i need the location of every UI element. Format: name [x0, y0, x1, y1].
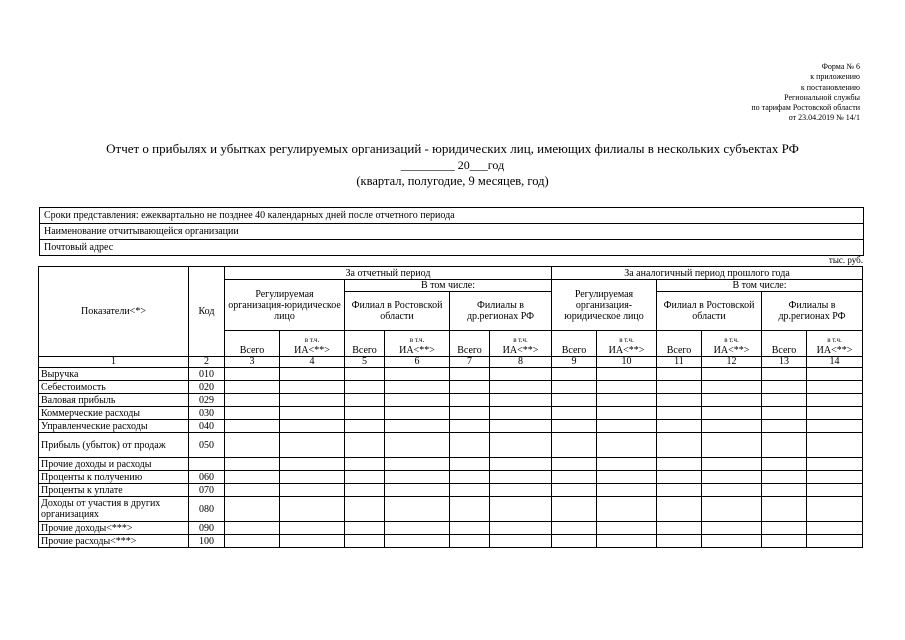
code-header: Код: [189, 267, 225, 357]
value-cell[interactable]: [702, 535, 762, 548]
value-cell[interactable]: [552, 471, 597, 484]
value-cell[interactable]: [345, 394, 385, 407]
value-cell[interactable]: [807, 407, 863, 420]
column-number-cell: 4: [280, 357, 345, 368]
row-label: Управленческие расходы: [39, 420, 189, 433]
form-header-line: к приложению: [810, 72, 860, 82]
value-cell[interactable]: [762, 433, 807, 458]
incl-ia-header: [385, 331, 450, 357]
form-header-line: по тарифам Ростовской области: [751, 103, 860, 113]
table-row: [39, 497, 863, 522]
value-cell[interactable]: [552, 535, 597, 548]
value-cell[interactable]: [280, 394, 345, 407]
value-cell[interactable]: [702, 433, 762, 458]
value-cell[interactable]: [552, 381, 597, 394]
incl-ia-small: в т.ч.: [827, 336, 842, 344]
value-cell[interactable]: [597, 394, 657, 407]
value-cell[interactable]: [280, 522, 345, 535]
value-cell[interactable]: [657, 420, 702, 433]
value-cell[interactable]: [280, 458, 345, 471]
value-cell[interactable]: [345, 497, 385, 522]
value-cell[interactable]: [490, 368, 552, 381]
value-cell[interactable]: [807, 471, 863, 484]
including-header: В том числе:: [345, 280, 552, 292]
incl-ia-label: ИА<**>: [294, 345, 330, 356]
incl-ia-header: [490, 331, 552, 357]
value-cell[interactable]: [807, 458, 863, 471]
value-cell[interactable]: [385, 458, 450, 471]
value-cell[interactable]: [552, 497, 597, 522]
row-label: Проценты к уплате: [39, 484, 189, 497]
table-row: [39, 433, 863, 458]
total-header: Всего: [552, 331, 597, 357]
value-cell[interactable]: [280, 535, 345, 548]
row-code: 060: [189, 471, 225, 484]
table-row: [39, 368, 863, 381]
value-cell[interactable]: [597, 458, 657, 471]
value-cell[interactable]: [450, 535, 490, 548]
postal-address-field[interactable]: Почтовый адрес: [44, 242, 114, 253]
value-cell[interactable]: [807, 368, 863, 381]
value-cell[interactable]: [762, 535, 807, 548]
table-body: [39, 368, 863, 548]
units-label: тыс. руб.: [828, 255, 863, 265]
value-cell[interactable]: [450, 522, 490, 535]
table-row: [39, 522, 863, 535]
year-line: _________ 20___год: [400, 158, 505, 172]
value-cell[interactable]: [450, 394, 490, 407]
row-code: 100: [189, 535, 225, 548]
value-cell[interactable]: [280, 420, 345, 433]
row-code: 070: [189, 484, 225, 497]
value-cell[interactable]: [702, 368, 762, 381]
form-header-line: Форма № 6: [821, 62, 860, 71]
value-cell[interactable]: [345, 381, 385, 394]
value-cell[interactable]: [345, 522, 385, 535]
value-cell[interactable]: [490, 394, 552, 407]
deadline-field: Сроки представления: ежеквартально не позднее 40 календарных дней после отчетного периода: [40, 208, 863, 224]
value-cell[interactable]: [762, 471, 807, 484]
column-number-cell: 3: [225, 357, 280, 368]
total-header: Всего: [345, 331, 385, 357]
value-cell[interactable]: [552, 407, 597, 420]
table-row: [39, 420, 863, 433]
value-cell[interactable]: [225, 522, 280, 535]
value-cell[interactable]: [450, 381, 490, 394]
value-cell[interactable]: [345, 420, 385, 433]
value-cell[interactable]: [490, 497, 552, 522]
value-cell[interactable]: [657, 407, 702, 420]
value-cell[interactable]: [762, 484, 807, 497]
value-cell[interactable]: [385, 420, 450, 433]
branch-rostov-header: Филиал в Ростовской области: [345, 292, 450, 331]
row-code: 050: [189, 433, 225, 458]
column-number-cell: 13: [762, 357, 807, 368]
row-code: 080: [189, 497, 225, 522]
incl-ia-small: в т.ч.: [304, 336, 320, 344]
table-row: [39, 394, 863, 407]
value-cell[interactable]: [552, 368, 597, 381]
value-cell[interactable]: [807, 535, 863, 548]
value-cell[interactable]: [597, 433, 657, 458]
value-cell[interactable]: [552, 420, 597, 433]
value-cell[interactable]: [450, 471, 490, 484]
value-cell[interactable]: [385, 381, 450, 394]
value-cell[interactable]: [552, 522, 597, 535]
value-cell[interactable]: [345, 484, 385, 497]
row-label: Валовая прибыль: [39, 394, 189, 407]
value-cell[interactable]: [597, 368, 657, 381]
value-cell[interactable]: [702, 522, 762, 535]
value-cell[interactable]: [280, 433, 345, 458]
value-cell[interactable]: [490, 420, 552, 433]
value-cell[interactable]: [385, 522, 450, 535]
value-cell[interactable]: [702, 458, 762, 471]
row-label: Доходы от участия в других организациях: [39, 497, 189, 522]
value-cell[interactable]: [657, 368, 702, 381]
value-cell[interactable]: [762, 522, 807, 535]
value-cell[interactable]: [702, 497, 762, 522]
value-cell[interactable]: [280, 484, 345, 497]
value-cell[interactable]: [702, 381, 762, 394]
value-cell[interactable]: [490, 433, 552, 458]
prior-period-header: За аналогичный период прошлого года: [552, 267, 863, 280]
value-cell[interactable]: [657, 433, 702, 458]
row-label: Проценты к получению: [39, 471, 189, 484]
column-number-cell: 5: [345, 357, 385, 368]
column-number-cell: 14: [807, 357, 863, 368]
incl-ia-header: [280, 331, 345, 357]
branch-rostov-header: Филиал в Ростовской области: [657, 292, 762, 331]
total-header: Всего: [450, 331, 490, 357]
value-cell[interactable]: [657, 484, 702, 497]
value-cell[interactable]: [807, 420, 863, 433]
row-label: Себестоимость: [39, 381, 189, 394]
incl-ia-header: [597, 331, 657, 357]
value-cell[interactable]: [552, 458, 597, 471]
value-cell[interactable]: [225, 368, 280, 381]
value-cell[interactable]: [762, 420, 807, 433]
value-cell[interactable]: [385, 394, 450, 407]
value-cell[interactable]: [762, 368, 807, 381]
table-row: [39, 471, 863, 484]
value-cell[interactable]: [597, 420, 657, 433]
value-cell[interactable]: [657, 471, 702, 484]
row-code: [189, 458, 225, 471]
indicator-header: Показатели<*>: [39, 267, 189, 357]
row-label: Прочие расходы<***>: [39, 535, 189, 548]
value-cell[interactable]: [225, 458, 280, 471]
row-code: 040: [189, 420, 225, 433]
report-table: [38, 266, 863, 548]
table-row: [39, 407, 863, 420]
value-cell[interactable]: [345, 407, 385, 420]
value-cell[interactable]: [597, 407, 657, 420]
value-cell[interactable]: [385, 497, 450, 522]
value-cell[interactable]: [807, 484, 863, 497]
value-cell[interactable]: [597, 522, 657, 535]
value-cell[interactable]: [552, 394, 597, 407]
value-cell[interactable]: [807, 381, 863, 394]
value-cell[interactable]: [450, 368, 490, 381]
value-cell[interactable]: [490, 458, 552, 471]
value-cell[interactable]: [807, 433, 863, 458]
report-title: Отчет о прибылях и убытках регулируемых организаций - юридических лиц, имеющих филиалы в нескольких субъектах РФ: [106, 141, 799, 156]
value-cell[interactable]: [702, 394, 762, 407]
total-header: Всего: [225, 331, 280, 357]
row-code: 030: [189, 407, 225, 420]
period-line: (квартал, полугодие, 9 месяцев, год): [356, 174, 549, 188]
column-number-cell: 1: [39, 357, 189, 368]
incl-ia-label: ИА<**>: [713, 345, 750, 356]
value-cell[interactable]: [385, 407, 450, 420]
value-cell[interactable]: [702, 484, 762, 497]
value-cell[interactable]: [280, 471, 345, 484]
form-header-line: к постановлению: [800, 82, 860, 92]
value-cell[interactable]: [490, 522, 552, 535]
row-label: Прочие доходы<***>: [39, 522, 189, 535]
value-cell[interactable]: [597, 471, 657, 484]
table-row: [39, 484, 863, 497]
row-code: 020: [189, 381, 225, 394]
value-cell[interactable]: [490, 484, 552, 497]
value-cell[interactable]: [345, 368, 385, 381]
value-cell[interactable]: [225, 484, 280, 497]
value-cell[interactable]: [345, 458, 385, 471]
value-cell[interactable]: [490, 407, 552, 420]
value-cell[interactable]: [225, 471, 280, 484]
value-cell[interactable]: [345, 535, 385, 548]
value-cell[interactable]: [597, 497, 657, 522]
branches-other-header: Филиалы в др.регионах РФ: [450, 292, 552, 331]
value-cell[interactable]: [345, 433, 385, 458]
form-header-line: Региональной службы: [784, 92, 860, 102]
value-cell[interactable]: [450, 433, 490, 458]
value-cell[interactable]: [702, 420, 762, 433]
value-cell[interactable]: [450, 458, 490, 471]
form-header-line: от 23.04.2019 № 14/1: [788, 113, 860, 123]
row-label: Выручка: [39, 368, 189, 381]
value-cell[interactable]: [225, 497, 280, 522]
table-row: [39, 535, 863, 548]
value-cell[interactable]: [225, 535, 280, 548]
org-name-field[interactable]: Наименование отчитывающейся организации: [40, 224, 863, 240]
incl-ia-small: в т.ч.: [619, 336, 634, 344]
value-cell[interactable]: [385, 535, 450, 548]
incl-ia-label: ИА<**>: [502, 345, 539, 356]
column-number-cell: 9: [552, 357, 597, 368]
row-label: Коммерческие расходы: [39, 407, 189, 420]
regulated-org-header: Регулируемая организация-юридическое лицо: [552, 280, 657, 331]
table-row: [39, 458, 863, 471]
value-cell[interactable]: [225, 433, 280, 458]
value-cell[interactable]: [552, 484, 597, 497]
regulated-org-header: Регулируемая организация-юридическое лицо: [225, 280, 345, 331]
value-cell[interactable]: [597, 484, 657, 497]
value-cell[interactable]: [702, 407, 762, 420]
value-cell[interactable]: [385, 484, 450, 497]
table-row: [39, 381, 863, 394]
row-label: Прочие доходы и расходы: [39, 458, 189, 471]
value-cell[interactable]: [657, 394, 702, 407]
value-cell[interactable]: [225, 420, 280, 433]
value-cell[interactable]: [280, 368, 345, 381]
row-code: 090: [189, 522, 225, 535]
value-cell[interactable]: [807, 497, 863, 522]
incl-ia-header: [702, 331, 762, 357]
value-cell[interactable]: [385, 471, 450, 484]
total-header: Всего: [762, 331, 807, 357]
column-number-cell: 10: [597, 357, 657, 368]
value-cell[interactable]: [345, 471, 385, 484]
incl-ia-small: в т.ч.: [513, 336, 528, 344]
incl-ia-header: [807, 331, 863, 357]
total-header: Всего: [657, 331, 702, 357]
incl-ia-label: ИА<**>: [816, 345, 853, 356]
column-number-cell: 6: [385, 357, 450, 368]
value-cell[interactable]: [657, 381, 702, 394]
reporting-period-header: За отчетный период: [225, 267, 552, 280]
value-cell[interactable]: [450, 407, 490, 420]
value-cell[interactable]: [280, 497, 345, 522]
value-cell[interactable]: [807, 522, 863, 535]
incl-ia-label: ИА<**>: [608, 345, 645, 356]
including-header: В том числе:: [657, 280, 863, 292]
value-cell[interactable]: [702, 471, 762, 484]
incl-ia-small: в т.ч.: [724, 336, 739, 344]
row-code: 010: [189, 368, 225, 381]
incl-ia-label: ИА<**>: [399, 345, 435, 356]
value-cell[interactable]: [762, 497, 807, 522]
column-numbers-row: [39, 357, 863, 368]
value-cell[interactable]: [762, 407, 807, 420]
info-block: [39, 207, 864, 256]
branches-other-header: Филиалы в др.регионах РФ: [762, 292, 863, 331]
row-code: 029: [189, 394, 225, 407]
value-cell[interactable]: [597, 381, 657, 394]
value-cell[interactable]: [385, 433, 450, 458]
value-cell[interactable]: [762, 458, 807, 471]
form-header: [751, 62, 860, 124]
value-cell[interactable]: [225, 394, 280, 407]
value-cell[interactable]: [225, 381, 280, 394]
column-number-cell: 11: [657, 357, 702, 368]
value-cell[interactable]: [490, 535, 552, 548]
value-cell[interactable]: [280, 381, 345, 394]
value-cell[interactable]: [490, 381, 552, 394]
value-cell[interactable]: [450, 420, 490, 433]
value-cell[interactable]: [657, 458, 702, 471]
column-number-cell: 2: [189, 357, 225, 368]
column-number-cell: 7: [450, 357, 490, 368]
value-cell[interactable]: [762, 381, 807, 394]
incl-ia-small: в т.ч.: [409, 336, 425, 344]
value-cell[interactable]: [280, 407, 345, 420]
row-label: Прибыль (убыток) от продаж: [39, 433, 189, 458]
value-cell[interactable]: [762, 394, 807, 407]
value-cell[interactable]: [552, 433, 597, 458]
value-cell[interactable]: [807, 394, 863, 407]
value-cell[interactable]: [657, 522, 702, 535]
column-number-cell: 8: [490, 357, 552, 368]
value-cell[interactable]: [657, 535, 702, 548]
value-cell[interactable]: [450, 484, 490, 497]
value-cell[interactable]: [225, 407, 280, 420]
value-cell[interactable]: [385, 368, 450, 381]
column-number-cell: 12: [702, 357, 762, 368]
value-cell[interactable]: [597, 535, 657, 548]
value-cell[interactable]: [490, 471, 552, 484]
value-cell[interactable]: [450, 497, 490, 522]
value-cell[interactable]: [657, 497, 702, 522]
